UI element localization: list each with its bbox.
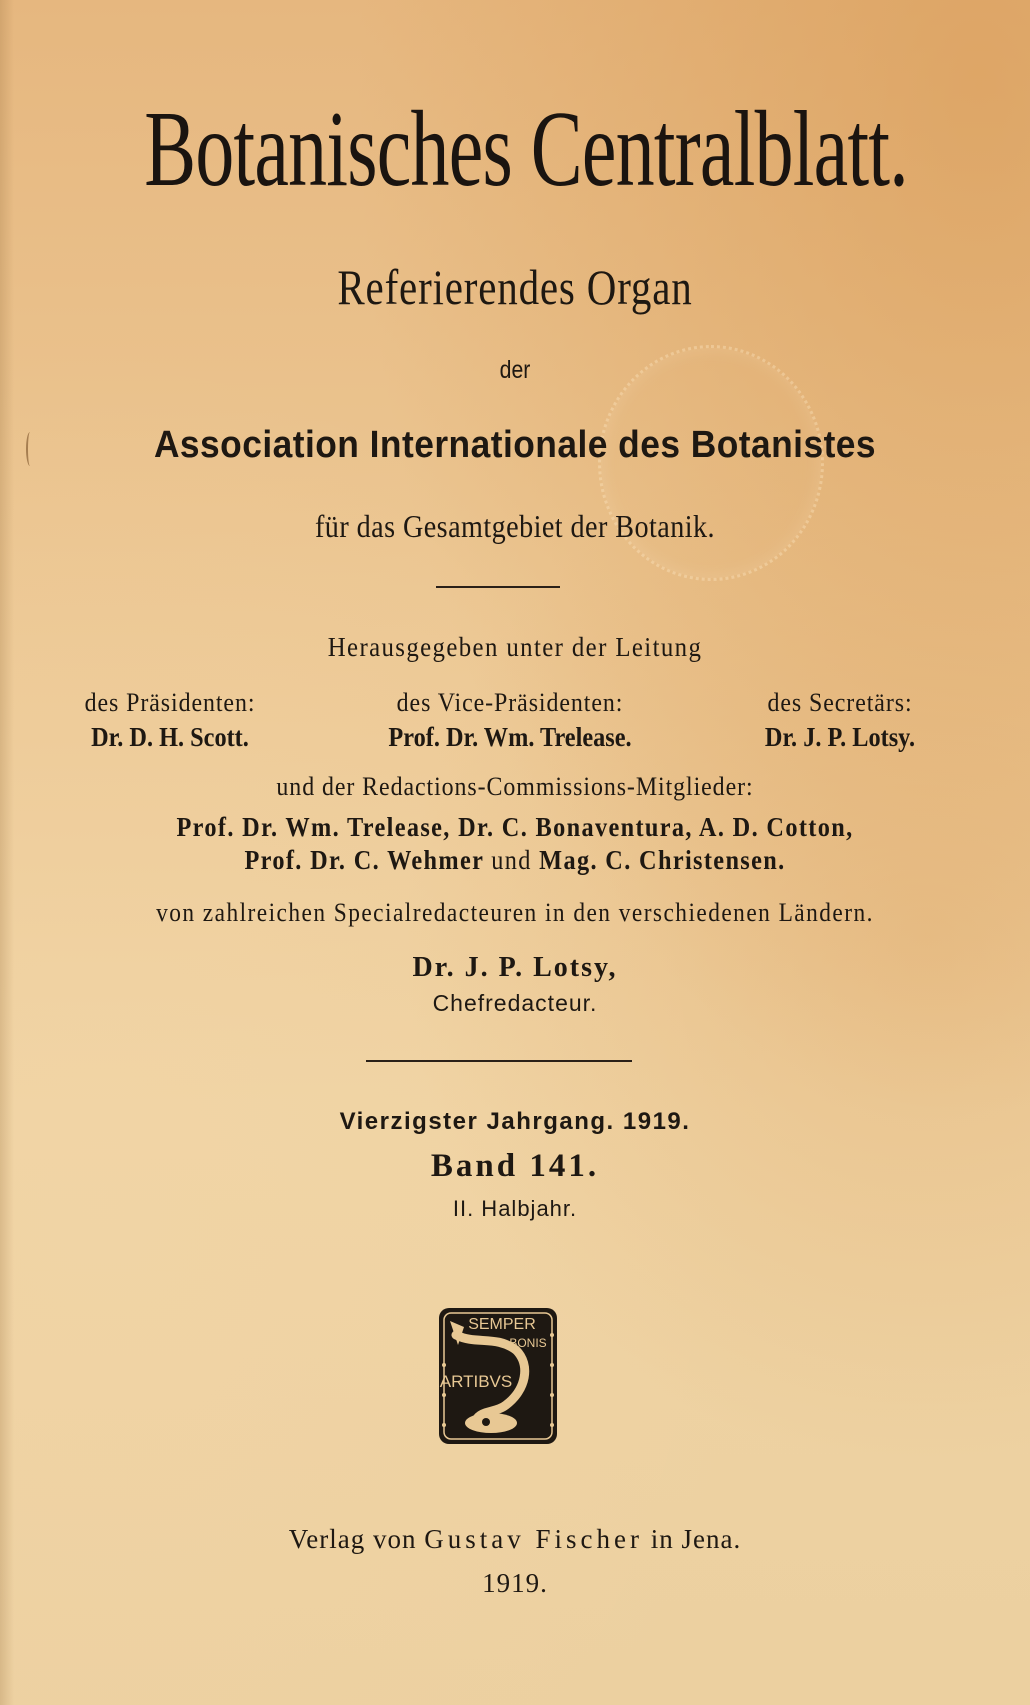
publication-year: 1919. — [482, 1568, 548, 1598]
officer-role: des Vice-Präsidenten: — [396, 688, 624, 717]
paper-tear — [26, 432, 34, 466]
officer-name: Prof. Dr. Wm. Trelease. — [388, 722, 632, 752]
half-year: II. Halbjahr. — [452, 1196, 578, 1221]
officer-president — [55, 688, 285, 753]
der-text: der — [499, 356, 531, 384]
publisher-suffix: in Jena. — [650, 1524, 742, 1554]
emblem-text-semper: SEMPER — [468, 1316, 536, 1333]
divider-rule — [436, 586, 560, 588]
journal-title: Botanisches Centralblatt. — [144, 90, 908, 209]
commission-intro: und der Redactions-Commissions-Mitglieder: — [276, 772, 754, 801]
officer-name: Dr. D. H. Scott. — [91, 722, 249, 752]
officer-role: des Präsidenten: — [84, 688, 256, 717]
publisher-name: Gustav Fischer — [424, 1524, 643, 1554]
conjunction-und: und — [491, 845, 532, 875]
editorship-intro: Herausgegeben unter der Leitung — [327, 632, 703, 662]
emblem-text-artibvs: ARTIBVS — [439, 1372, 513, 1391]
commission-members-line-2 — [52, 845, 979, 876]
officers-row — [0, 688, 1030, 768]
divider-rule — [366, 1060, 632, 1062]
commission-members-line-1: Prof. Dr. Wm. Trelease, Dr. C. Bonaventura, A. D. Cotton, — [176, 812, 854, 842]
publisher-prefix: Verlag von — [288, 1524, 417, 1554]
commission-member-wehmer: Prof. Dr. C. Wehmer — [244, 845, 484, 875]
journal-subtitle: Referierendes Organ — [337, 259, 693, 315]
scope-text: für das Gesamtgebiet der Botanik. — [314, 508, 716, 544]
commission-member-christensen: Mag. C. Christensen. — [539, 845, 786, 875]
officer-secretary — [730, 688, 950, 753]
emblem-text-bonis: BONIS — [509, 1336, 547, 1350]
chief-editor-name: Dr. J. P. Lotsy, — [412, 952, 618, 983]
officer-role: des Secretärs: — [767, 688, 913, 717]
band-number: Band 141. — [430, 1148, 600, 1184]
special-editors-text: von zahlreichen Specialredacteuren in den verschiedenen Ländern. — [156, 898, 874, 927]
officer-vice-president — [340, 688, 680, 753]
paper-left-edge — [0, 0, 14, 1705]
chief-editor-title: Chefredacteur. — [432, 990, 598, 1016]
volume-year: Vierzigster Jahrgang. 1919. — [339, 1108, 691, 1135]
publisher-line — [0, 1524, 1030, 1555]
officer-name: Dr. J. P. Lotsy. — [764, 722, 916, 752]
publisher-emblem-icon — [436, 1305, 560, 1447]
association-name: Association Internationale des Botanistes — [153, 424, 877, 466]
